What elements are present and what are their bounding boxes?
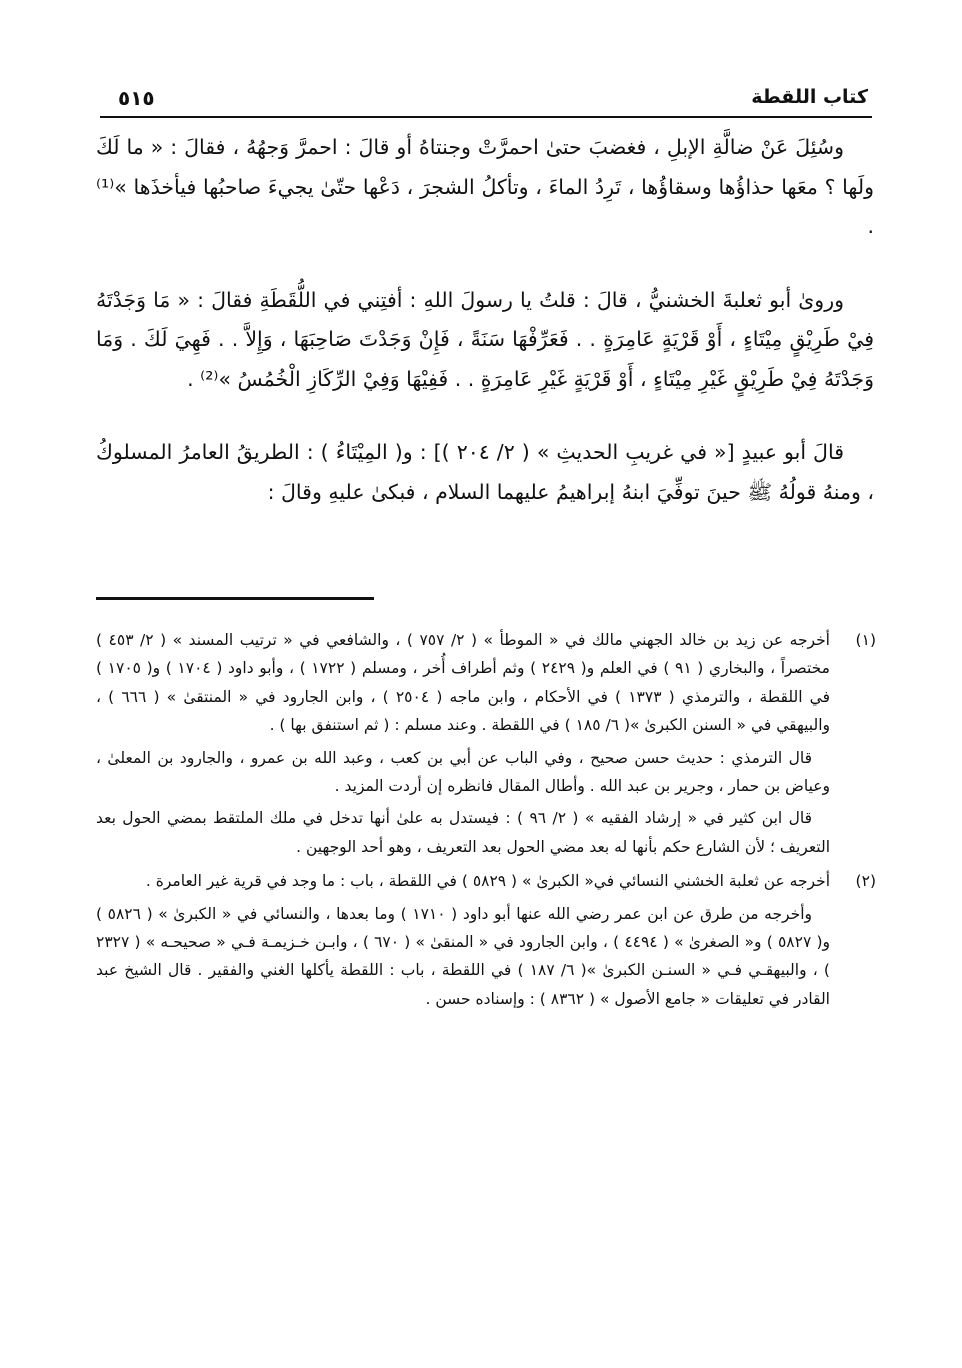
footnote-paragraph: قال الترمذي : حديث حسن صحيح ، وفي الباب عن أبي بن كعب ، وعبد الله بن عمرو ، والجارود بن المعلىٰ ، وعياض بن حمار ، وجرير بن عبد الله . وأطال المقال فانظره إن أردت المزيد . (96, 748, 830, 796)
chapter-title: كتاب اللقطة (751, 86, 868, 108)
footnote-number: (٢) (855, 872, 876, 891)
page-header (100, 76, 872, 118)
main-paragraph: وروىٰ أبو ثعلبةَ الخشنيُّ ، قالَ : قلتُ يا رسولَ اللهِ : أفتِني في اللُّقَطَةِ فقالَ : « مَا وَجَدْتَهُ فِيْ طَرِيْقٍ مِيْتَاءٍ ، أَوْ قَرْيَةٍ عَامِرَةٍ . . فَعَرِّفْهَا سَنَةً ، فَإِنْ وَجَدْتَ صَاحِبَهَا ، وَإِلاَّ . . فَهِيَ لَكَ . وَمَا وَجَدْتَهُ فِيْ طَرِيْقٍ غَيْرِ مِيْتَاءٍ ، أَوْ قَرْيَةٍ غَيْرِ عَامِرَةٍ . . فَفِيْهَا وَفِيْ الرِّكَازِ الْخُمُسُ »⁽²⁾ . (96, 287, 874, 391)
footnotes (96, 626, 876, 1019)
footnote-number: (١) (855, 631, 876, 649)
main-paragraph: قالَ أبو عبيدٍ [« في غريبِ الحديثِ » ( ٢/ ٢٠٤ )] : و( المِيْتَاءُ ) : الطريقُ العامرُ المسلوكُ ، ومنهُ قولُهُ ﷺ حينَ توفِّيَ ابنهُ إبراهيمُ عليهما السلام ، فبكىٰ عليهِ وقالَ : (96, 440, 874, 504)
footnote (96, 867, 876, 1017)
main-text (96, 128, 874, 546)
footnote-paragraph: أخرجه عن زيد بن خالد الجهني مالك في « الموطأ » ( ٢/ ٧٥٧ ) ، والشافعي في « ترتيب المسند » ( ٢/ ٤٥٣ ) مختصراً ، والبخاري ( ٩١ ) في العلم و( ٢٤٢٩ ) وثم أطراف أُخر ، ومسلم ( ١٧٢٢ ) ، وأبو داود ( ١٧٠٤ ) و( ١٧٠٥ ) في اللقطة ، والترمذي ( ١٣٧٣ ) في الأحكام ، وابن ماجه ( ٢٥٠٤ ) ، وابن الجارود في « المنتقىٰ » ( ٦٦٦ ) ، والبيهقي في « السنن الكبرىٰ »( ٦/ ١٨٥ ) في اللقطة . وعند مسلم : ( ثم استنفق بها ) . (96, 631, 830, 735)
footnote-paragraph: قال ابن كثير في « إرشاد الفقيه » ( ٢/ ٩٦ ) : فيستدل به علىٰ أنها تدخل في ملك الملتقط بمضي الحول بعد التعريف ؛ لأن الشارع حكم بأنها له بعد مضي الحول بعد التعريف ، وهو أحد الوجهين . (96, 809, 830, 856)
footnote-paragraph: وأخرجه من طرق عن ابن عمر رضي الله عنها أبو داود ( ١٧١٠ ) وما بعدها ، والنسائي في « الكبرىٰ » ( ٥٨٢٦ ) و( ٥٨٢٧ ) و« الصغرىٰ » ( ٤٤٩٤ ) ، وابن الجارود في « المنقىٰ » ( ٦٧٠ ) ، وابـن خـزيمـة فـي « صحيحـه » ( ٢٣٢٧ ) ، والبيهقـي فـي « السنـن الكبرىٰ »( ٦/ ١٨٧ ) في اللقطة ، باب : اللقطة يأكلها الغني والفقير . قال الشيخ عبد القادر في تعليقات « جامع الأصول » ( ٨٣٦٢ ) : وإسناده حسن . (96, 904, 831, 1008)
footnote-body (96, 867, 830, 1017)
footnote-body (96, 626, 830, 865)
footnote-paragraph: أخرجه عن ثعلبة الخشني النسائي في« الكبرىٰ » ( ٥٨٢٩ ) في اللقطة ، باب : ما وجد في قرية غير العامرة . (145, 872, 830, 891)
footnote-separator (96, 597, 374, 600)
main-paragraph: وسُئِلَ عَنْ ضالَّةِ الإبلِ ، فغضبَ حتىٰ احمرَّتْ وجنتاهُ أو قالَ : احمرَّ وَجهُهُ ، فقالَ : « ما لَكَ ولَها ؟ معَها حذاؤُها وسقاؤُها ، تَرِدُ الماءَ ، وتأكلُ الشجرَ ، دَعْها حتّىٰ يجيءَ صاحبُها فيأخذَها »⁽¹⁾ . (96, 135, 874, 238)
footnote (96, 626, 876, 865)
page-number: ٥١٥ (118, 86, 155, 110)
